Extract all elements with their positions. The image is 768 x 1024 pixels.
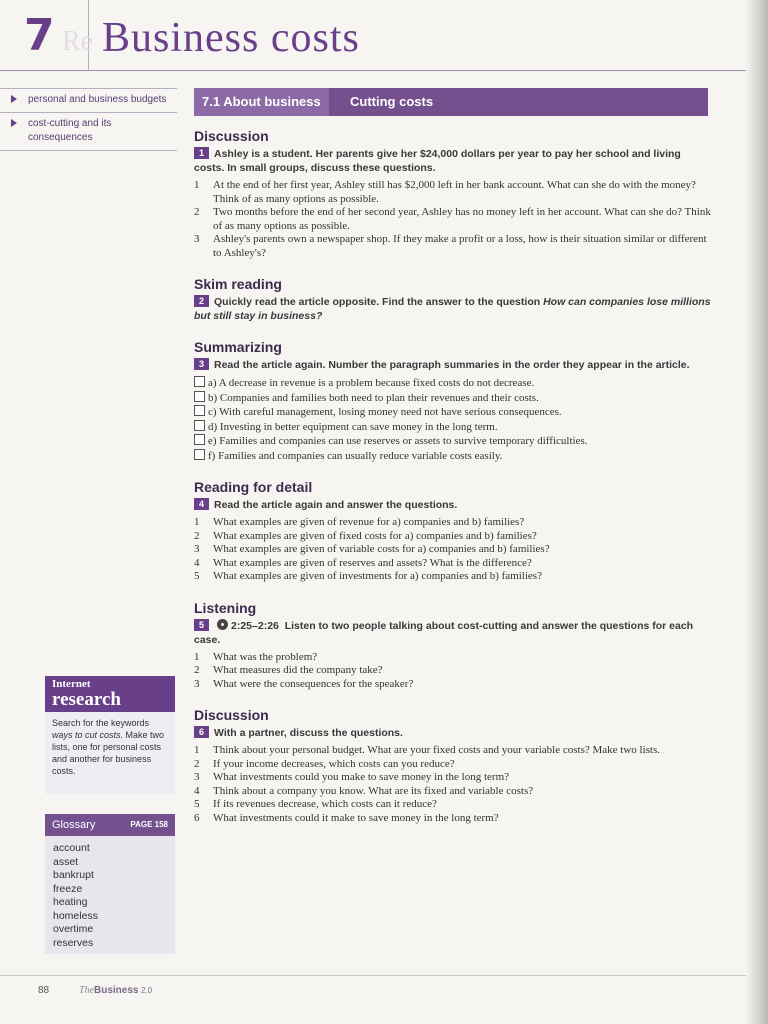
question-text: If its revenues decrease, which costs can it reduce? <box>213 798 437 810</box>
question-item <box>194 678 712 692</box>
summary-item <box>194 391 712 406</box>
question-item <box>194 557 712 571</box>
instruction-text: Read the article again and answer the questions. <box>214 499 458 511</box>
objective-item <box>0 88 177 113</box>
glossary-term: heating <box>53 896 88 908</box>
question-text: Two months before the end of her second year, Ashley has no money left in her account. What can she do? Think of as many options as possible. <box>213 206 711 232</box>
exercise-instruction <box>194 358 712 372</box>
question-number: 2 <box>194 529 200 542</box>
question-text: Think about your personal budget. What are your fixed costs and your variable costs? Make two lists. <box>213 744 661 756</box>
audio-track: 2:25–2:26 <box>231 619 279 632</box>
question-number: 1 <box>194 744 200 756</box>
research-text-start: Search for the keywords <box>52 718 150 728</box>
objective-item <box>0 113 177 151</box>
glossary-header <box>45 814 175 836</box>
header-rule <box>0 70 746 71</box>
question-text: What measures did the company take? <box>213 664 383 676</box>
exercise-reading-detail <box>194 479 712 584</box>
question-number: 1 <box>194 179 200 191</box>
triangle-bullet-icon <box>11 95 17 103</box>
triangle-bullet-icon <box>11 119 17 127</box>
question-number: 6 <box>194 811 200 824</box>
objective-label: personal and business budgets <box>28 94 167 105</box>
exercise-heading: Skim reading <box>194 276 282 292</box>
question-text: What was the problem? <box>213 650 318 663</box>
research-keywords: ways to cut costs. <box>52 730 124 740</box>
question-number: 3 <box>194 677 200 690</box>
question-number: 2 <box>194 757 200 770</box>
exercise-discussion-partner <box>194 707 712 825</box>
question-item <box>194 206 712 233</box>
answer-box[interactable] <box>194 434 205 445</box>
page-fold-shadow <box>746 0 768 1024</box>
summary-item <box>194 376 712 391</box>
glossary-term: reserves <box>53 936 94 949</box>
exercise-instruction <box>194 726 712 740</box>
question-number: 3 <box>194 771 200 783</box>
question-number: 3 <box>194 543 200 555</box>
question-number: 1 <box>194 516 200 528</box>
summary-text: f) Families and companies can usually reduce variable costs easily. <box>208 449 503 462</box>
instruction-text: Ashley is a student. Her parents give her $24,000 dollars per year to pay her school and living costs. In small groups, discuss these questions. <box>194 148 681 174</box>
question-number: 4 <box>194 556 200 569</box>
question-item <box>194 179 712 206</box>
exercise-heading: Reading for detail <box>194 479 313 495</box>
summary-checklist <box>194 376 712 463</box>
question-text: What examples are given of reserves and assets? What is the difference? <box>213 556 532 569</box>
question-item <box>194 570 712 584</box>
question-list <box>194 651 712 692</box>
main-content <box>194 128 712 841</box>
question-text: What were the consequences for the speaker? <box>213 677 414 690</box>
question-text: What examples are given of variable costs for a) companies and b) families? <box>213 543 550 555</box>
glossary-term: account <box>53 842 90 854</box>
summary-item <box>194 420 712 435</box>
footer-rule <box>0 975 746 976</box>
exercise-summarizing <box>194 339 712 463</box>
question-text: What examples are given of revenue for a) companies and b) families? <box>213 516 525 528</box>
question-item <box>194 798 712 812</box>
exercise-number-badge: 2 <box>194 295 209 307</box>
book-title-name: Business <box>94 985 139 996</box>
question-text: Think about a company you know. What are its fixed and variable costs? <box>213 784 534 797</box>
summary-text: d) Investing in better equipment can save money in the long term. <box>208 420 498 433</box>
summary-item <box>194 449 712 464</box>
answer-box[interactable] <box>194 391 205 402</box>
question-number: 2 <box>194 664 200 676</box>
research-text-end: Make two lists, one for personal costs and another for business costs. <box>52 730 165 776</box>
instruction-text: With a partner, discuss the questions. <box>214 727 403 739</box>
question-item <box>194 785 712 799</box>
question-item <box>194 530 712 544</box>
instruction-text: Read the article again. Number the paragraph summaries in the order they appear in the article. <box>214 359 690 371</box>
question-item <box>194 771 712 785</box>
question-item <box>194 233 712 260</box>
exercise-skim-reading <box>194 276 712 323</box>
book-title-the: The <box>79 985 94 996</box>
question-number: 1 <box>194 650 200 663</box>
question-text: At the end of her first year, Ashley still has $2,000 left in her bank account. What can she do with the money? Think of as many options as possible. <box>213 179 696 205</box>
summary-text: b) Companies and families both need to plan their revenues and their costs. <box>208 391 539 404</box>
question-item <box>194 651 712 665</box>
question-list <box>194 179 712 260</box>
glossary-term: overtime <box>53 923 94 935</box>
question-text: What examples are given of investments for a) companies and b) families? <box>213 570 542 582</box>
exercise-heading: Discussion <box>194 707 269 723</box>
summary-text: e) Families and companies can use reserves or assets to survive temporary difficulties. <box>208 435 588 447</box>
summary-text: c) With careful management, losing money need not have serious consequences. <box>208 406 562 418</box>
chapter-title: Business costs <box>102 15 360 61</box>
book-edition: 2.0 <box>140 986 153 995</box>
answer-box[interactable] <box>194 420 205 431</box>
question-item <box>194 744 712 758</box>
summary-text: a) A decrease in revenue is a problem because fixed costs do not decrease. <box>208 377 535 389</box>
section-topic: Cutting costs <box>350 94 434 109</box>
question-item <box>194 543 712 557</box>
question-number: 4 <box>194 784 200 797</box>
exercise-instruction <box>194 619 712 647</box>
question-text: What examples are given of fixed costs for a) companies and b) families? <box>213 529 537 542</box>
exercise-listening <box>194 600 712 692</box>
question-list <box>194 516 712 584</box>
internet-research-body <box>45 712 175 782</box>
glossary-term: bankrupt <box>53 869 94 881</box>
objective-label: cost-cutting and its consequences <box>28 118 112 143</box>
book-title <box>79 985 152 996</box>
exercise-number-badge: 1 <box>194 147 209 159</box>
question-item <box>194 516 712 530</box>
exercise-number-badge: 5 <box>194 619 209 631</box>
section-label: 7.1 About business <box>194 88 329 116</box>
question-number: 3 <box>194 233 200 245</box>
question-text: If your income decreases, which costs can you reduce? <box>213 757 455 770</box>
section-header-bar <box>194 88 708 116</box>
glossary-box <box>45 814 175 954</box>
question-number: 5 <box>194 798 200 810</box>
glossary-term: freeze <box>53 882 83 895</box>
answer-box[interactable] <box>194 449 205 460</box>
internet-research-title-big: research <box>52 689 121 710</box>
summary-item <box>194 405 712 420</box>
answer-box[interactable] <box>194 376 205 387</box>
glossary-title: Glossary <box>52 819 96 831</box>
instruction-text: Listen to two people talking about cost-cutting and answer the questions for each case. <box>194 619 694 646</box>
question-list <box>194 744 712 825</box>
question-item <box>194 758 712 772</box>
exercise-heading: Summarizing <box>194 339 282 355</box>
exercise-number-badge: 6 <box>194 726 209 738</box>
glossary-page-ref: PAGE 158 <box>130 820 168 829</box>
audio-cd-icon <box>217 619 228 630</box>
question-number: 5 <box>194 570 200 582</box>
instruction-question: How can companies lose millions but still stay in business? <box>194 296 711 322</box>
internet-research-header <box>45 676 175 712</box>
question-text: What investments could it make to save money in the long term? <box>213 811 499 824</box>
glossary-terms <box>45 836 175 956</box>
exercise-instruction <box>194 498 712 512</box>
show-through-text: Re <box>62 26 94 57</box>
question-number: 2 <box>194 206 200 218</box>
exercise-instruction <box>194 295 712 323</box>
exercise-number-badge: 3 <box>194 358 209 370</box>
glossary-term: homeless <box>53 909 98 922</box>
exercise-heading: Listening <box>194 599 257 616</box>
summary-item <box>194 434 712 449</box>
chapter-number: 7 <box>24 10 55 61</box>
internet-research-title-small: Internet <box>52 678 91 690</box>
exercise-instruction <box>194 147 712 175</box>
instruction-text: Quickly read the article opposite. Find the answer to the question <box>214 296 541 308</box>
page-number: 88 <box>38 985 50 996</box>
question-item <box>194 812 712 826</box>
exercise-discussion <box>194 128 712 260</box>
question-item <box>194 664 712 678</box>
question-text: What investments could you make to save money in the long term? <box>213 771 510 783</box>
internet-research-box <box>45 676 175 794</box>
answer-box[interactable] <box>194 405 205 416</box>
glossary-term: asset <box>53 855 79 868</box>
unit-objectives <box>0 88 177 151</box>
exercise-heading: Discussion <box>194 128 269 144</box>
exercise-number-badge: 4 <box>194 498 209 510</box>
question-text: Ashley's parents own a newspaper shop. If they make a profit or a loss, how is their situation similar or different to Ashley's? <box>213 233 707 259</box>
